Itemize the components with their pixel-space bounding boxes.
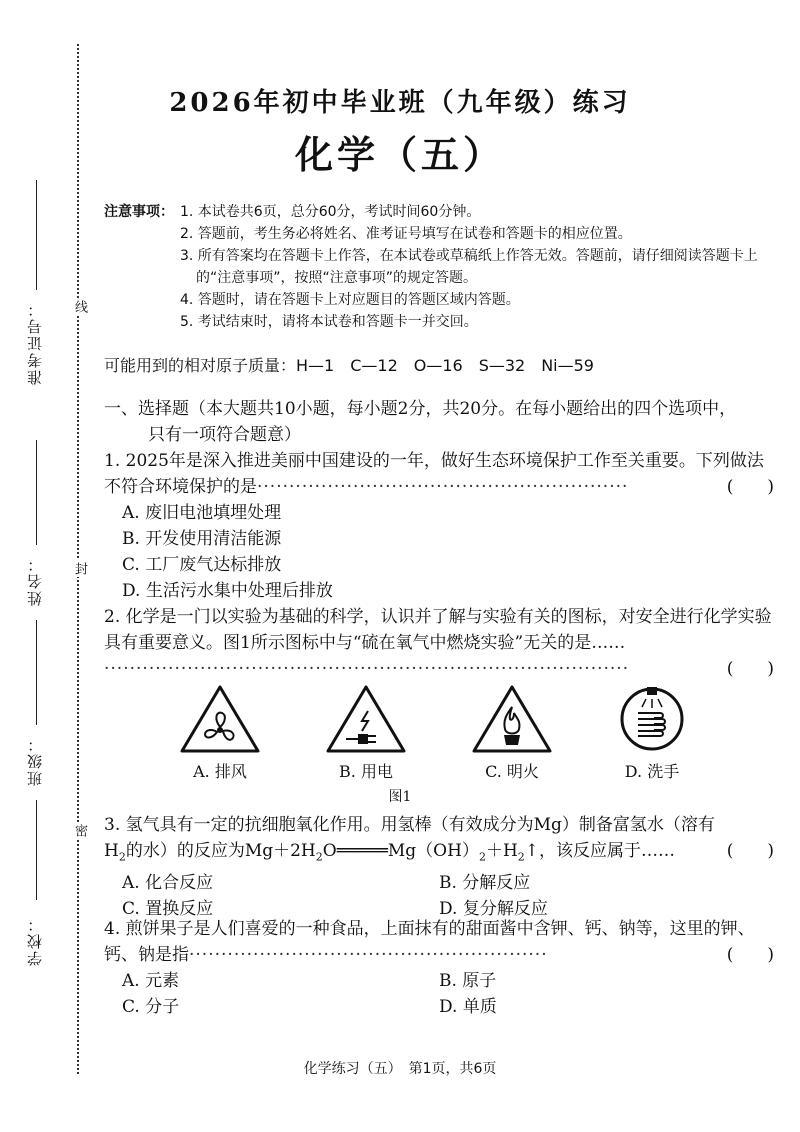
icon-b-label: B. 用电 [339,762,393,781]
option-c[interactable]: C. 工厂废气达标排放 [122,555,282,575]
leader-dots: ·················································································· [104,659,630,679]
answer-paren: ( ) [726,659,774,679]
plug-icon [324,683,408,755]
section-heading [104,396,774,448]
option-a[interactable]: A. 废旧电池填埋处理 [122,503,282,523]
seal-word-feng: 封 [72,562,87,575]
question-2-dots-line [104,656,774,682]
answer-paren: ( ) [726,945,774,965]
option-row [104,994,774,1020]
school-line[interactable] [36,800,37,900]
note-item: 3. 所有答案均在答题卡上作答，在本试卷或草稿纸上作答无效。答题前，请仔细阅读答题卡上的“注意事项”，按照“注意事项”的规定答题。 [180,248,758,286]
option-b[interactable]: B. 分解反应 [439,873,531,894]
note-item: 4. 答题时，请在答题卡上对应题目的答题区域内答题。 [180,292,520,308]
question-2 [104,604,774,682]
option-d[interactable]: D. 单质 [439,997,497,1017]
page-footer: 化学练习（五） 第1页，共6页 [303,1061,497,1077]
seal-word-xian: 线 [72,300,87,313]
option-row [104,870,774,896]
option-a[interactable]: A. 化合反应 [122,873,214,894]
section-heading-line1: 一、选择题（本大题共10小题，每小题2分，共20分。在每小题给出的四个选项中， [104,399,737,419]
option-c[interactable]: C. 置换反应 [122,899,214,920]
subject-title: 化学（五） [294,133,505,177]
icon-b[interactable] [324,683,408,782]
note-item: 5. 考试结束时，请将本试卷和答题卡一并交回。 [180,314,478,330]
option-c[interactable]: C. 分子 [122,997,180,1017]
exam-title: 2026年初中毕业班（九年级）练习 [169,88,631,118]
name-line[interactable] [36,440,37,545]
exam-id-label: 准考证号： [26,300,44,385]
note-item: 2. 答题前，考生务必将姓名、准考证号填写在试卷和答题卡的相应位置。 [180,226,632,242]
icon-a[interactable] [178,683,262,782]
class-label: 班级： [26,735,44,786]
icon-a-label: A. 排风 [193,762,247,781]
notes-block [104,201,774,333]
option-b[interactable]: B. 开发使用清洁能源 [122,529,282,549]
leader-dots: ·························································· [257,477,629,497]
name-label: 姓名： [26,555,44,606]
option-d[interactable]: D. 复分解反应 [439,899,548,920]
question-4 [104,916,774,1020]
question-2-stem: 2. 化学是一门以实验为基础的科学，认识并了解与实验有关的图标，对安全进行化学实验具有重要意义。图1所示图标中与“硫在氧气中燃烧实验”无关的是…… [104,607,772,653]
exam-id-line[interactable] [36,180,37,290]
question-4-stem: 4. 煎饼果子是人们喜爱的一种食品，上面抹有的甜面酱中含钾、钙、钠等，这里的钾、钙、钠是指························································ ( ) [104,916,774,968]
atomic-mass-line: 可能用到的相对原子质量：H—1 C—12 O—16 S—32 Ni—59 [104,356,594,375]
equation-equals: ═════ [336,841,388,861]
seal-dotted-line [77,44,79,1074]
option-b[interactable]: B. 原子 [439,971,497,991]
handwash-icon [610,683,694,755]
icon-c[interactable] [470,683,554,782]
figure-1-icons [178,683,768,793]
question-3-stem-line1: 3. 氢气具有一定的抗细胞氧化作用。用氢棒（有效成分为Mg）制备富氢水（溶有 [104,815,715,835]
icon-d[interactable] [610,683,694,782]
flame-icon [470,683,554,755]
note-item: 1. 本试卷共6页，总分60分，考试时间60分钟。 [180,204,481,220]
question-1 [104,448,774,604]
icon-d-label: D. 洗手 [624,762,680,781]
class-line[interactable] [36,620,37,725]
fan-icon [178,683,262,755]
question-3 [104,812,774,922]
question-3-stem-line2: $H_2$的水）的反应为$Mg+2H_2O═════Mg(OH)_2+H_2↑$，该反应属于…… ( ) [104,838,774,870]
section-heading-line2: 只有一项符合题意） [148,425,301,445]
notes-heading: 注意事项： [104,204,174,220]
icon-c-label: C. 明火 [485,762,539,781]
option-d[interactable]: D. 生活污水集中处理后排放 [122,581,333,601]
option-row [104,968,774,994]
figure-caption: 图1 [388,789,412,805]
option-a[interactable]: A. 元素 [122,971,180,991]
leader-dots: ························································ [189,945,548,965]
answer-paren: ( ) [726,477,774,497]
question-1-stem: 1. 2025年是深入推进美丽中国建设的一年，做好生态环境保护工作至关重要。下列做法不符合环境保护的是·························································· ( ) [104,448,774,500]
seal-word-mi: 密 [72,824,87,837]
school-label: 学校： [26,915,44,966]
answer-paren: ( ) [726,841,774,861]
